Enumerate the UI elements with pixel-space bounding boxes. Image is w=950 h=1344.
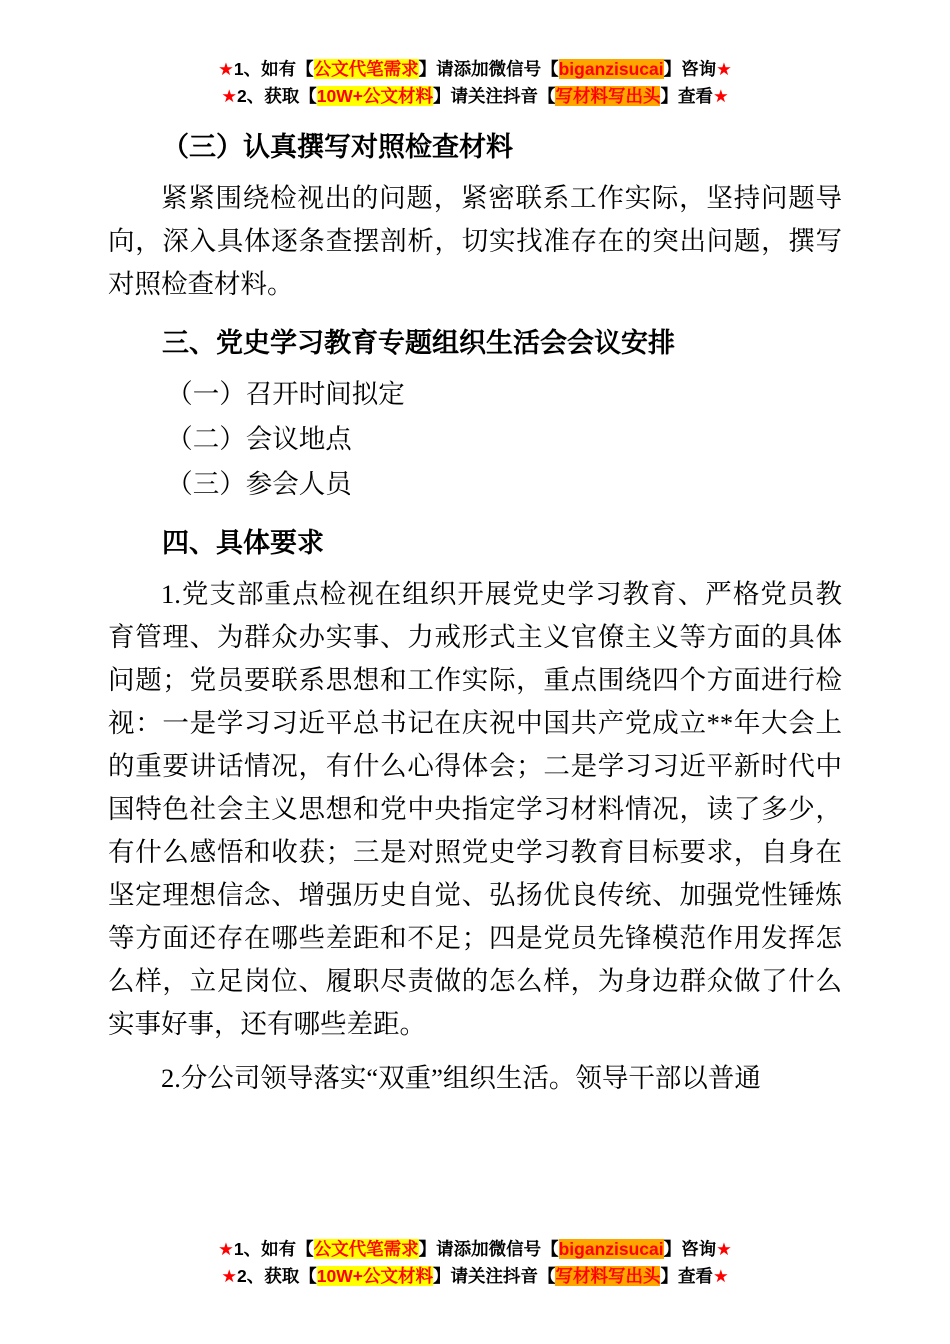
- promo-bottom-line2-mid: 请关注抖音: [450, 1265, 538, 1286]
- promo-bottom-line2-bracket-close-2: 】: [660, 1265, 678, 1286]
- promo-bottom-line1-bracket-open-2: 【: [541, 1238, 559, 1259]
- promo-bottom-line1-bracket-open: 【: [296, 1238, 314, 1259]
- section-heading-4: 四、具体要求: [162, 528, 324, 559]
- star-left-icon: ★: [218, 59, 234, 79]
- section-heading-3: 三、党史学习教育专题组织生活会会议安排: [162, 328, 675, 359]
- promo-top-line2-highlight-2: 写材料写出头: [555, 86, 661, 107]
- promo-bottom-line-1: [0, 1236, 950, 1263]
- promo-bottom-line2-bracket-close: 】: [432, 1265, 451, 1286]
- promo-bottom-line1-tail: 咨询: [681, 1238, 717, 1259]
- promo-bottom-line1-highlight-2: biganzisucai: [558, 1238, 664, 1259]
- promo-top-line1-highlight-2: biganzisucai: [558, 59, 664, 79]
- list-item-2: （二）会议地点: [166, 424, 352, 455]
- star-left-icon: ★: [221, 1265, 238, 1286]
- promo-bottom-line2-highlight-2: 写材料写出头: [555, 1265, 661, 1286]
- requirement-paragraph-2: 2.分公司领导落实“双重”组织生活。领导干部以普通: [161, 1063, 761, 1094]
- star-right-icon: ★: [716, 59, 732, 79]
- document-body: [108, 126, 842, 1100]
- promo-top-line2-bracket-close: 】: [432, 86, 451, 107]
- promo-banner-top: [108, 56, 842, 110]
- promo-top-line2-tail: 查看: [677, 86, 713, 107]
- promo-top-line-1: [108, 56, 842, 83]
- star-left-icon: ★: [218, 1238, 234, 1259]
- list-item-1: （一）召开时间拟定: [166, 379, 405, 410]
- promo-top-line1-tail: 咨询: [681, 59, 717, 79]
- promo-top-line1-bracket-close: 】: [418, 59, 437, 79]
- promo-bottom-line2-highlight-1: 10W+公文材料: [316, 1265, 433, 1286]
- star-left-icon: ★: [221, 86, 238, 107]
- promo-top-line2-bracket-close-2: 】: [660, 86, 678, 107]
- promo-top-line2-highlight-1: 10W+公文材料: [316, 86, 433, 107]
- promo-bottom-line2-bracket-open-2: 【: [537, 1265, 556, 1286]
- promo-bottom-line1-mid: 请添加微信号: [436, 1238, 542, 1259]
- promo-bottom-line1-num: 1、如有: [233, 1238, 297, 1259]
- requirement-paragraph-1: 1.党支部重点检视在组织开展党史学习教育、严格党员教育管理、为群众办实事、力戒形式主义官僚主义等方面的具体问题；党员要联系思想和工作实际，重点围绕四个方面进行检视：一是学习习近平总书记在庆祝中国共产党成立**年大会上的重要讲话情况，有什么心得体会；二是学习习近平新时代中国特色社会主义思想和党中央指定学习材料情况，读了多少，有什么感悟和收获；三是对照党史学习教育目标要求，自身在坚定理想信念、增强历史自觉、弘扬优良传统、加强党性锤炼等方面还存在哪些差距和不足；四是党员先锋模范作用发挥怎么样，立足岗位、履职尽责做的怎么样，为身边群众做了什么实事好事，还有哪些差距。: [108, 579, 842, 1039]
- promo-bottom-line1-bracket-close-2: 】: [663, 1238, 682, 1259]
- promo-top-line2-bracket-open: 【: [299, 86, 317, 107]
- promo-top-line1-bracket-open: 【: [296, 59, 314, 79]
- promo-bottom-line2-num: 2、获取: [237, 1265, 300, 1286]
- star-right-icon: ★: [712, 1265, 729, 1286]
- promo-top-line2-bracket-open-2: 【: [537, 86, 556, 107]
- promo-top-line1-highlight-1: 公文代笔需求: [313, 59, 419, 79]
- promo-bottom-line-2: [0, 1263, 950, 1290]
- promo-top-line2-mid: 请关注抖音: [450, 86, 538, 107]
- promo-top-line1-bracket-close-2: 】: [663, 59, 682, 79]
- promo-banner-bottom: [0, 1236, 950, 1290]
- section-heading-three-3: （三）认真撰写对照检查材料: [162, 132, 513, 163]
- list-item-3: （三）参会人员: [166, 469, 352, 500]
- promo-bottom-line1-bracket-close: 】: [418, 1238, 437, 1259]
- section-three-3-paragraph: 紧紧围绕检视出的问题，紧密联系工作实际，坚持问题导向，深入具体逐条查摆剖析，切实找准存在的突出问题，撰写对照检查材料。: [108, 183, 842, 300]
- promo-top-line1-bracket-open-2: 【: [541, 59, 559, 79]
- promo-bottom-line2-tail: 查看: [677, 1265, 713, 1286]
- promo-top-line2-num: 2、获取: [237, 86, 300, 107]
- promo-top-line1-mid: 请添加微信号: [436, 59, 542, 79]
- star-right-icon: ★: [716, 1238, 732, 1259]
- star-right-icon: ★: [712, 86, 729, 107]
- promo-top-line-2: [108, 83, 842, 110]
- promo-bottom-line1-highlight-1: 公文代笔需求: [313, 1238, 419, 1259]
- promo-top-line1-num: 1、如有: [233, 59, 297, 79]
- promo-bottom-line2-bracket-open: 【: [299, 1265, 317, 1286]
